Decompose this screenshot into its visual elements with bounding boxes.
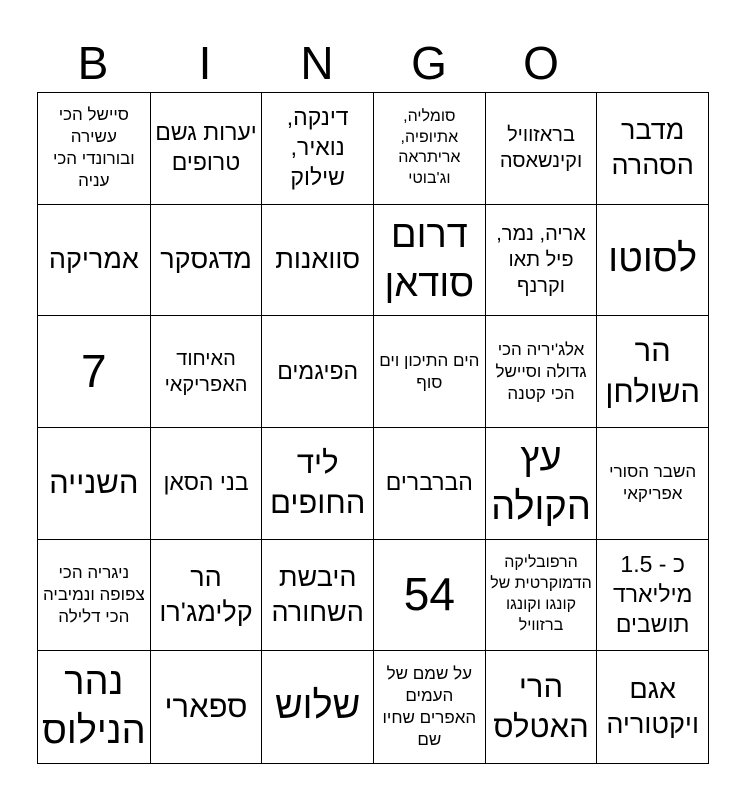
bingo-header (37, 34, 709, 92)
bingo-cell[interactable]: הר השולחן (596, 316, 708, 428)
bingo-cell[interactable]: השנייה (38, 428, 150, 540)
header-letter-g: G (411, 37, 447, 89)
header-letter-n: N (300, 37, 334, 89)
bingo-cell[interactable]: סוואנות (261, 205, 373, 317)
bingo-cell[interactable]: מדבר הסהרה (596, 93, 708, 205)
bingo-cell[interactable]: הרפובליקה הדמוקרטית של קונגו וקונגו ברזוויל (485, 540, 597, 652)
bingo-cell[interactable]: ניגריה הכי צפופה ונמיביה הכי דלילה (38, 540, 150, 652)
bingo-cell[interactable]: סיישל הכי עשירה ובורונדי הכי עניה (38, 93, 150, 205)
bingo-cell[interactable]: אמריקה (38, 205, 150, 317)
bingo-cell[interactable]: על שמם של העמים האפרים שחיו שם (373, 651, 485, 763)
bingo-cell[interactable]: הברברים (373, 428, 485, 540)
bingo-cell[interactable]: נהר הנילוס (42, 660, 146, 753)
bingo-cell[interactable]: יערות גשם טרופים (150, 93, 262, 205)
bingo-cell[interactable]: הרי האטלס (485, 651, 597, 763)
bingo-cell[interactable]: האיחוד האפריקאי (150, 316, 262, 428)
header-letter-b: B (77, 37, 109, 89)
bingo-cell[interactable]: השבר הסורי אפריקאי (596, 428, 708, 540)
header-letter-i: I (198, 37, 212, 89)
bingo-cell[interactable]: ספארי (150, 651, 262, 763)
bingo-board (37, 92, 709, 764)
bingo-cell[interactable]: הפיגמים (261, 316, 373, 428)
bingo-cell[interactable]: עץ הקולה (485, 428, 597, 540)
bingo-cell[interactable]: סומליה, אתיופיה, אריתראה וג'בוטי (373, 93, 485, 205)
bingo-cell[interactable]: 54 (373, 540, 485, 652)
bingo-cell[interactable]: בני הסאן (150, 428, 262, 540)
bingo-cell[interactable]: מדגסקר (150, 205, 262, 317)
bingo-cell[interactable]: בראזוויל וקינשאסה (485, 93, 597, 205)
bingo-cell[interactable]: כ - 1.5 מיליארד תושבים (596, 540, 708, 652)
bingo-cell[interactable]: 7 (38, 316, 150, 428)
bingo-cell[interactable]: אריה, נמר, פיל תאו וקרנף (485, 205, 597, 317)
bingo-cell[interactable]: אגם ויקטוריה (596, 651, 708, 763)
bingo-cell[interactable]: שלוש (261, 651, 373, 763)
bingo-cell[interactable]: ליד החופים (261, 428, 373, 540)
bingo-cell[interactable]: היבשת השחורה (261, 540, 373, 652)
bingo-cell[interactable]: לסוטו (596, 205, 708, 317)
bingo-cell[interactable]: דרום סודאן (373, 205, 485, 317)
bingo-cell[interactable]: דינקה, נואיר, שילוק (261, 93, 373, 205)
bingo-cell[interactable]: הים התיכון וים סוף (373, 316, 485, 428)
header-letter-o: O (523, 37, 559, 89)
bingo-cell[interactable]: הר קלימג'רו (150, 540, 262, 652)
bingo-cell[interactable]: אלג'יריה הכי גדולה וסיישל הכי קטנה (485, 316, 597, 428)
